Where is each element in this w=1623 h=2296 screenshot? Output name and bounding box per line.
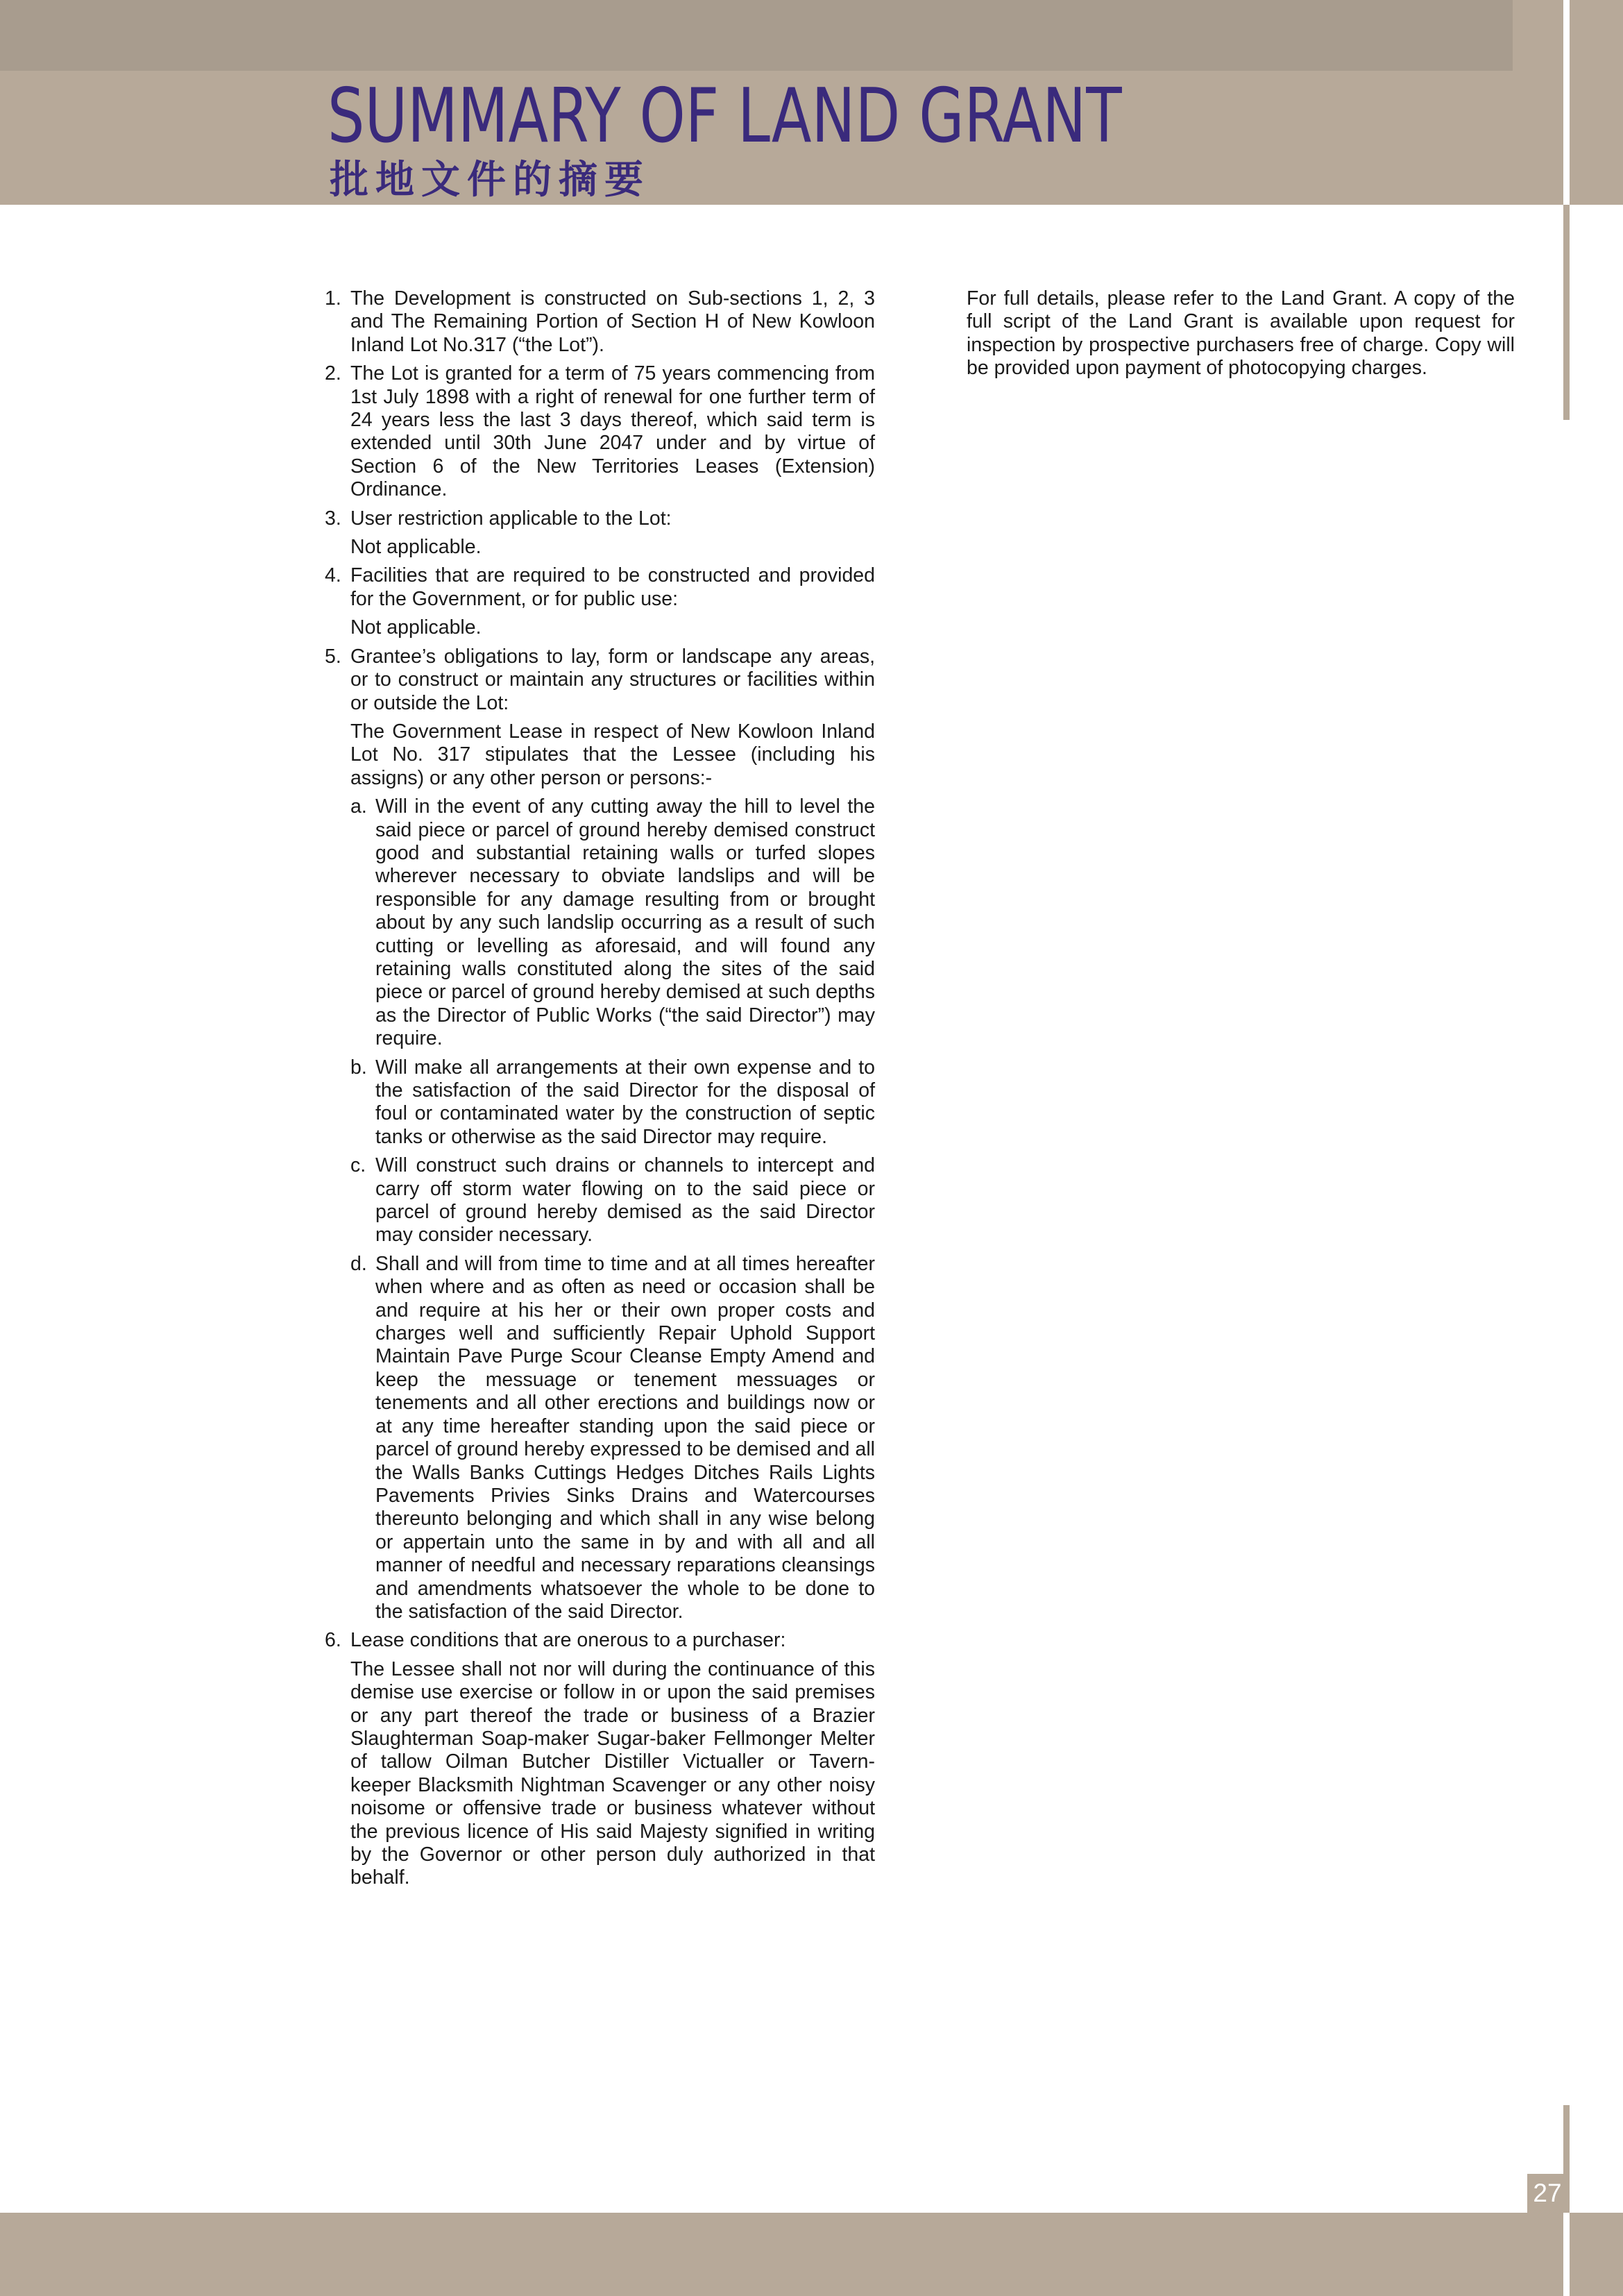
item-5-intro: The Government Lease in respect of New Kowloon Inland Lot No. 317 stipulates that the Lessee (including his assigns) or any other person or persons:- xyxy=(350,720,875,789)
item-text: Lease conditions that are onerous to a purchaser: xyxy=(350,1629,786,1652)
list-item-2 xyxy=(325,362,875,501)
item-text: User restriction applicable to the Lot: xyxy=(350,507,672,530)
sub-item-text: Will construct such drains or channels to intercept and carry off storm water flowing on to the said piece or parcel of ground hereby demised as the said Director may consider necessary. xyxy=(375,1154,875,1247)
list-item-6 xyxy=(325,1629,875,1652)
page-title-chinese: 批地文件的摘要 xyxy=(330,158,650,203)
sub-item-c xyxy=(325,1154,875,1247)
item-text: Facilities that are required to be constructed and provided for the Government, or for public use: xyxy=(350,564,875,610)
item-number: 1. xyxy=(325,287,341,310)
item-6-text: The Lessee shall not nor will during the continuance of this demise use exercise or follow in or upon the said premises or any part thereof the trade or business of a Brazier Slaughterman Soap-maker Sugar-baker Fellmonger Melter of tallow Oilman Butcher Distiller Victualler or Tavern-keeper Blacksmith Nightman Scavenger or any other noisy noisome or offensive trade or business whatever without the previous licence of His said Majesty signified in writing by the Governor or other person duly authorized in that behalf. xyxy=(350,1657,875,1889)
sub-item-text: Will in the event of any cutting away the hill to level the said piece or parcel of ground hereby demised construct good and substantial retaining walls or turfed slopes wherever necessary to obviate landslips and will be responsible for any damage resulting from or brought about by any such landslip occurring as a result of such cutting or levelling as aforesaid, and will found any retaining walls constituted along the sites of the said piece or parcel of ground hereby demised at such depths as the Director of Public Works (“the said Director”) may require. xyxy=(375,795,875,1050)
sub-item-letter: a. xyxy=(350,795,367,818)
item-text: Grantee’s obligations to lay, form or landscape any areas, or to construct or maintain any structures or facilities within or outside the Lot: xyxy=(350,645,875,714)
sub-item-letter: d. xyxy=(350,1252,367,1275)
list-item-1 xyxy=(325,287,875,357)
sub-item-d xyxy=(325,1253,875,1624)
page-number: 27 xyxy=(1527,2174,1567,2213)
header-strip xyxy=(0,0,1513,71)
item-4-note: Not applicable. xyxy=(350,616,482,639)
footer-band xyxy=(0,2213,1623,2296)
item-number: 4. xyxy=(325,564,341,587)
footer-rule-gap xyxy=(1563,2213,1570,2296)
page-title: SUMMARY OF LAND GRANT xyxy=(328,73,1122,160)
full-details-note: For full details, please refer to the Land Grant. A copy of the full script of the Land Grant is available upon request for inspection by prospective purchasers free of charge. Copy will be provided upon payment of photocopying charges. xyxy=(967,287,1515,380)
item-number: 6. xyxy=(325,1629,341,1652)
item-number: 2. xyxy=(325,362,341,385)
right-column xyxy=(967,287,1515,380)
item-number: 3. xyxy=(325,507,341,530)
item-3-note: Not applicable. xyxy=(350,536,482,559)
sub-item-letter: b. xyxy=(350,1056,367,1079)
left-column xyxy=(325,287,875,1896)
list-item-4 xyxy=(325,564,875,611)
sub-item-text: Will make all arrangements at their own expense and to the satisfaction of the said Director for the disposal of foul or contaminated water by the construction of septic tanks or otherwise as the said Director may require. xyxy=(375,1056,875,1148)
item-text: The Lot is granted for a term of 75 years commencing from 1st July 1898 with a right of renewal for one further term of 24 years less the last 3 days thereof, which said term is extended until 30th June 2047 under and by virtue of Section 6 of the New Territories Leases (Extension) Ordinance. xyxy=(350,362,875,501)
sub-item-text: Shall and will from time to time and at all times hereafter when where and as often as need or occasion shall be and require at his her or their own proper costs and charges well and sufficiently Repair Uphold Support Maintain Pave Purge Scour Cleanse Empty Amend and keep the messuage or tenement messuages or tenements and all other erections and buildings now or at any time hereafter standing upon the said piece or parcel of ground hereby expressed to be demised and all the Walls Banks Cuttings Hedges Ditches Rails Lights Pavements Privies Sinks Drains and Watercourses thereunto belonging and which shall in any wise belong or appertain unto the same in by and with all and all manner of needful and necessary reparations cleansings and amendments whatsoever the whole to be done to the satisfaction of the said Director. xyxy=(375,1252,875,1623)
sub-item-b xyxy=(325,1056,875,1149)
list-item-3 xyxy=(325,507,875,530)
item-number: 5. xyxy=(325,645,341,668)
sub-item-a xyxy=(325,795,875,1050)
right-rule-gap xyxy=(1563,0,1570,205)
item-text: The Development is constructed on Sub-sections 1, 2, 3 and The Remaining Portion of Section H of New Kowloon Inland Lot No.317 (“the Lot”). xyxy=(350,287,875,356)
list-item-5 xyxy=(325,645,875,715)
sub-item-letter: c. xyxy=(350,1154,366,1177)
